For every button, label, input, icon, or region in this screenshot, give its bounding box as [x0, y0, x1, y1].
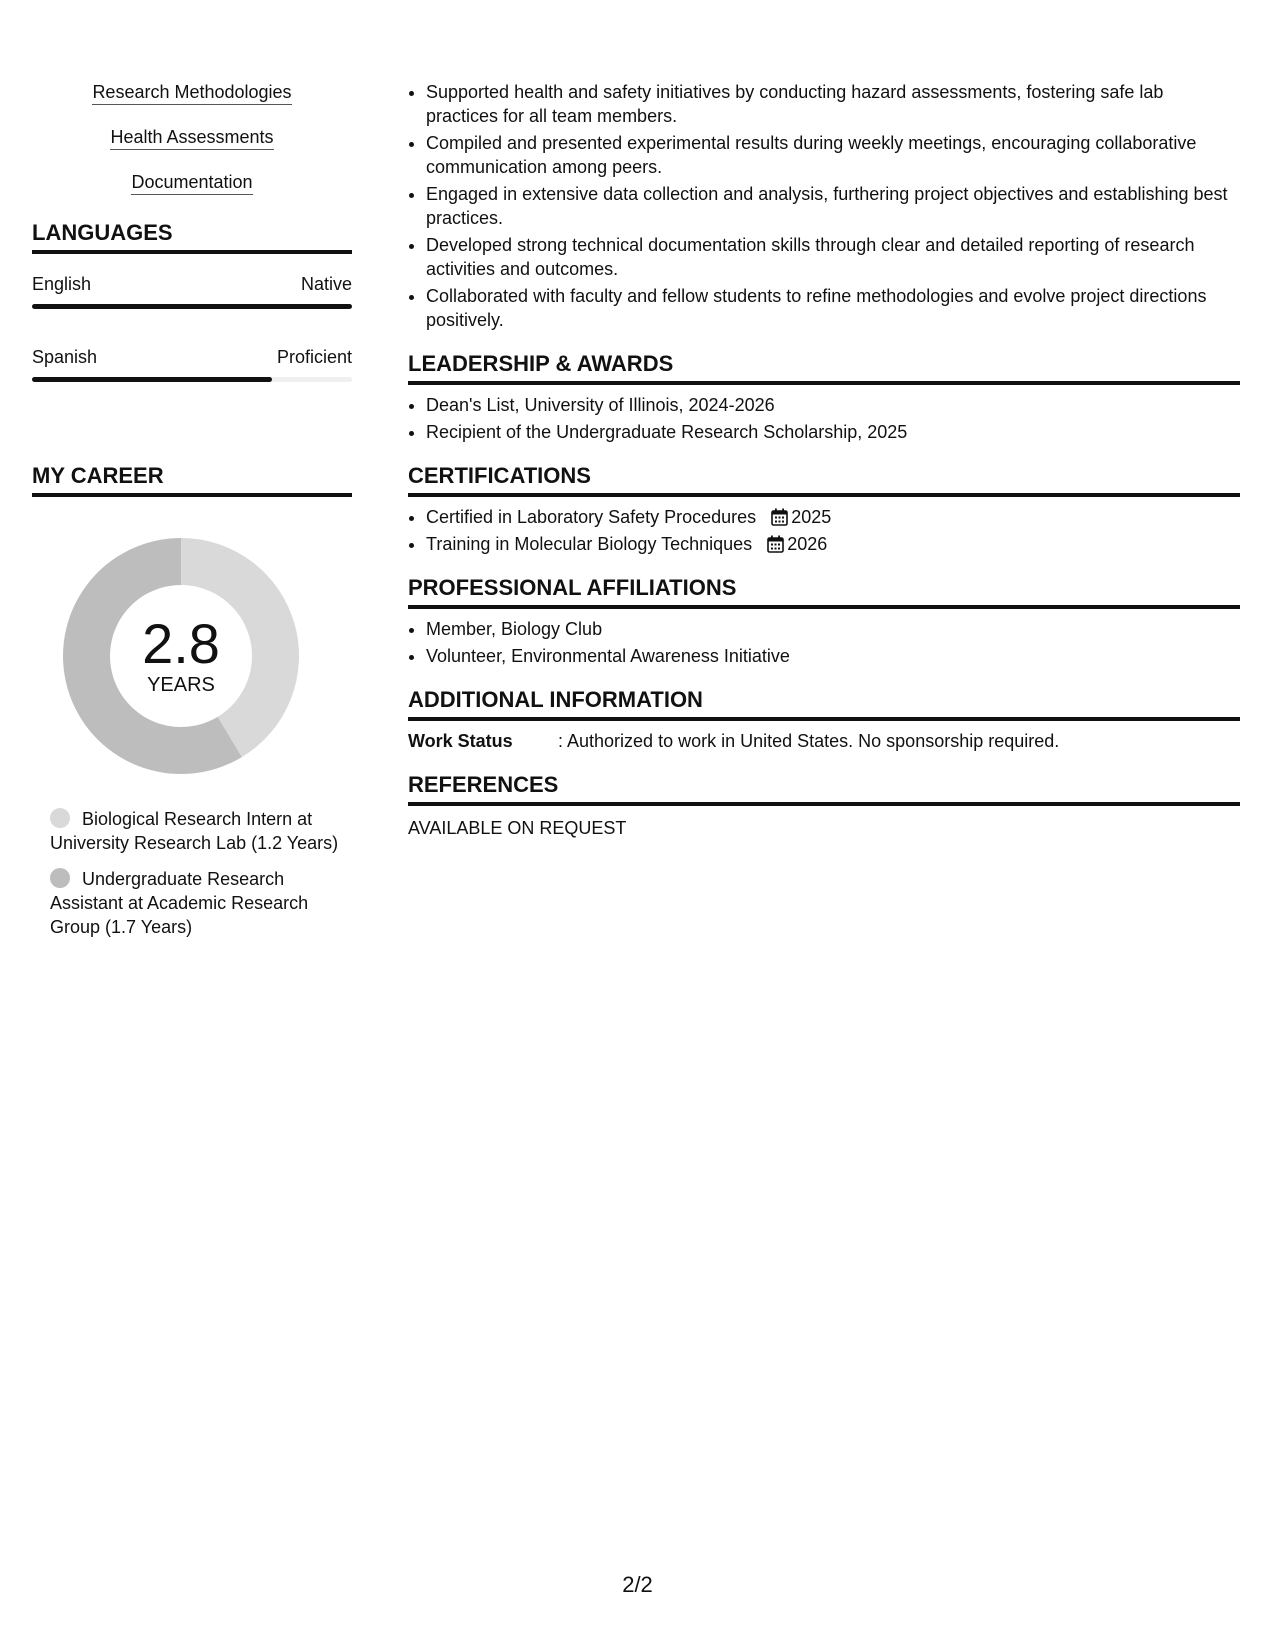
list-item: • Developed strong technical documentation skills through clear and detailed reporting of research activities and outcomes.	[426, 233, 1240, 281]
list-item: • Compiled and presented experimental results during weekly meetings, encouraging collaborative communication among peers.	[426, 131, 1240, 179]
list-item: • Member, Biology Club	[426, 617, 1240, 641]
career-total-unit: YEARS	[147, 674, 215, 696]
skill-tag: Documentation	[32, 170, 352, 195]
career-legend	[50, 807, 340, 939]
certifications-list	[408, 505, 1240, 556]
list-item: • Engaged in extensive data collection and analysis, furthering project objectives and establishing best practices.	[426, 182, 1240, 230]
right-column	[408, 80, 1240, 840]
experience-bullets	[408, 80, 1240, 332]
language-item	[32, 345, 352, 382]
list-item: • Supported health and safety initiatives by conducting hazard assessments, fostering safe lab practices for all team members.	[426, 80, 1240, 128]
legend-dot	[50, 868, 70, 888]
left-column	[32, 80, 352, 951]
language-level: Native	[300, 274, 352, 294]
language-bar-fill	[32, 377, 272, 382]
language-name: Spanish	[32, 347, 98, 367]
language-bar-fill	[32, 304, 352, 309]
list-item: • Dean's List, University of Illinois, 2024-2026	[426, 393, 1240, 417]
career-total-value: 2.8	[142, 612, 220, 675]
language-bar	[32, 304, 352, 309]
calendar-icon	[767, 535, 784, 553]
work-status-value: : Authorized to work in United States. No sponsorship required.	[558, 731, 1060, 751]
skill-tag: Research Methodologies	[32, 80, 352, 105]
skills-list	[32, 80, 352, 195]
legend-item: Undergraduate Research Assistant at Academic Research Group (1.7 Years)	[50, 869, 309, 937]
career-donut-chart	[56, 531, 306, 781]
affiliations-list	[408, 617, 1240, 668]
list-item: • Certified in Laboratory Safety Procedures 2025	[426, 505, 1240, 529]
legend-dot	[50, 808, 70, 828]
affiliations-title: PROFESSIONAL AFFILIATIONS	[408, 574, 1240, 609]
page-number: 2/2	[622, 1572, 653, 1597]
language-level: Proficient	[276, 347, 352, 367]
additional-info-title: ADDITIONAL INFORMATION	[408, 686, 1240, 721]
list-item: • Training in Molecular Biology Techniques 2026	[426, 532, 1240, 556]
leadership-title: LEADERSHIP & AWARDS	[408, 350, 1240, 385]
leadership-list	[408, 393, 1240, 444]
list-item: • Volunteer, Environmental Awareness Initiative	[426, 644, 1240, 668]
language-bar	[32, 377, 352, 382]
calendar-icon	[771, 508, 788, 526]
work-status-label: Work Status	[408, 731, 513, 751]
language-name: English	[32, 274, 92, 294]
legend-item: Biological Research Intern at University Research Lab (1.2 Years)	[50, 809, 339, 853]
list-item: • Recipient of the Undergraduate Research Scholarship, 2025	[426, 420, 1240, 444]
list-item: • Collaborated with faculty and fellow students to refine methodologies and evolve project directions positively.	[426, 284, 1240, 332]
work-status-row	[408, 729, 1240, 753]
certifications-title: CERTIFICATIONS	[408, 462, 1240, 497]
references-text: AVAILABLE ON REQUEST	[408, 818, 627, 838]
languages-title: LANGUAGES	[32, 219, 352, 254]
career-title: MY CAREER	[32, 462, 352, 497]
language-item	[32, 272, 352, 309]
skill-tag: Health Assessments	[32, 125, 352, 150]
references-title: REFERENCES	[408, 771, 1240, 806]
